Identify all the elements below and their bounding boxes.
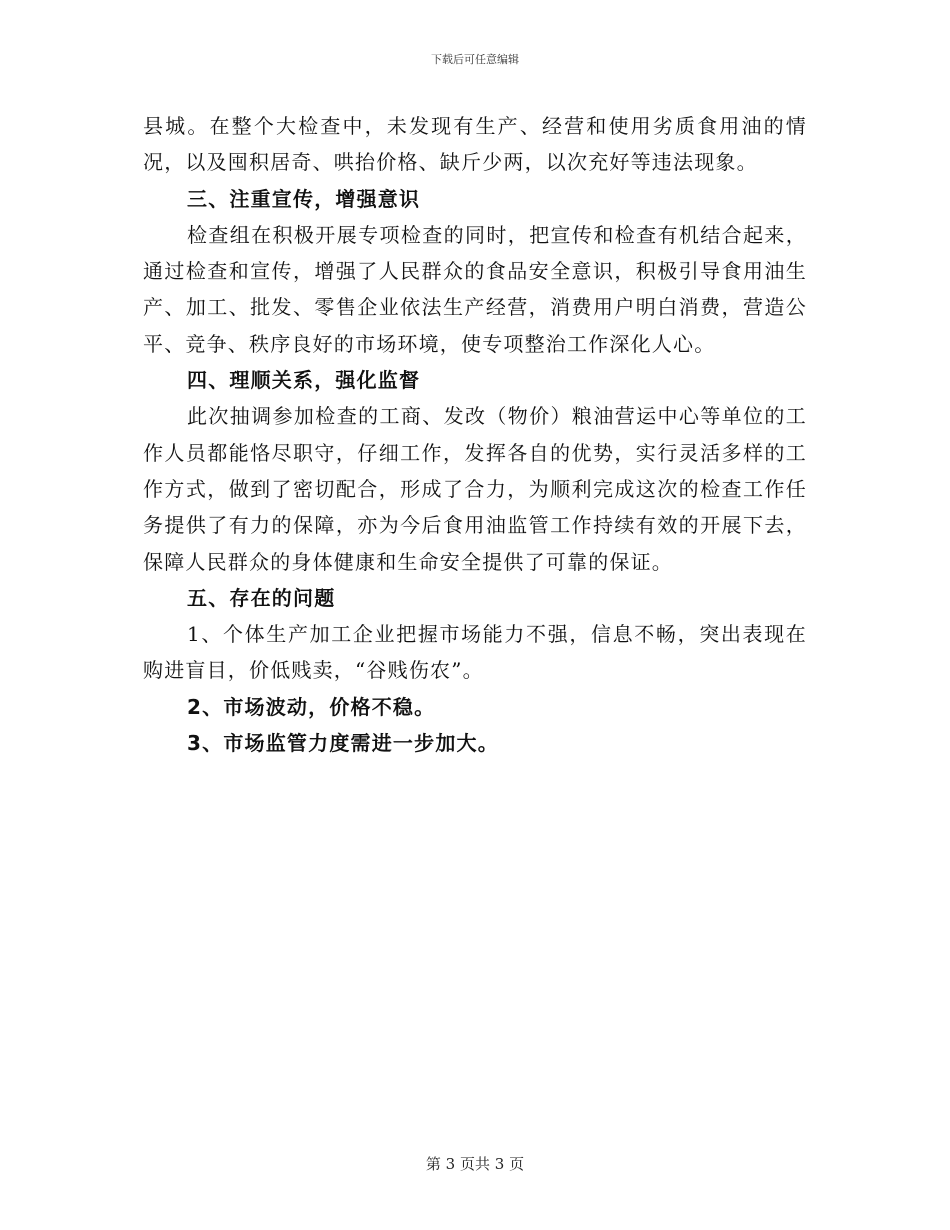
paragraph-section-3: 检查组在积极开展专项检查的同时，把宣传和检查有机结合起来，通过检查和宣传，增强了人民群众的食品安全意识，积极引导食用油生产、加工、批发、零售企业依法生产经营，消费用户明白消费，营造公平、竞争、秩序良好的市场环境，使专项整治工作深化人心。 — [143, 222, 807, 356]
document-body — [143, 108, 807, 761]
problem-item-1: 1、个体生产加工企业把握市场能力不强，信息不畅，突出表现在购进盲目，价低贱卖，“谷贱伤农”。 — [143, 622, 807, 683]
problem-item-2: 2、市场波动，价格不稳。 — [187, 694, 436, 719]
paragraph-section-4: 此次抽调参加检查的工商、发改（物价）粮油营运中心等单位的工作人员都能恪尽职守，仔细工作，发挥各自的优势，实行灵活多样的工作方式，做到了密切配合，形成了合力，为顺利完成这次的检查工作任务提供了有力的保障，亦为今后食用油监管工作持续有效的开展下去，保障人民群众的身体健康和生命安全提供了可靠的保证。 — [143, 404, 807, 574]
paragraph-continued: 县城。在整个大检查中，未发现有生产、经营和使用劣质食用油的情况，以及囤积居奇、哄抬价格、缺斤少两，以次充好等违法现象。 — [143, 114, 807, 175]
section-heading-4: 四、理顺关系，强化监督 — [187, 368, 421, 393]
header-text: 下载后可任意编辑 — [431, 53, 519, 66]
section-heading-5: 五、存在的问题 — [187, 585, 336, 610]
page-header — [0, 52, 950, 68]
page-footer — [0, 1154, 950, 1174]
section-heading-3: 三、注重宣传，增强意识 — [187, 186, 421, 211]
page-number: 第 3 页共 3 页 — [425, 1155, 525, 1173]
problem-item-3: 3、市场监管力度需进一步加大。 — [187, 731, 499, 756]
